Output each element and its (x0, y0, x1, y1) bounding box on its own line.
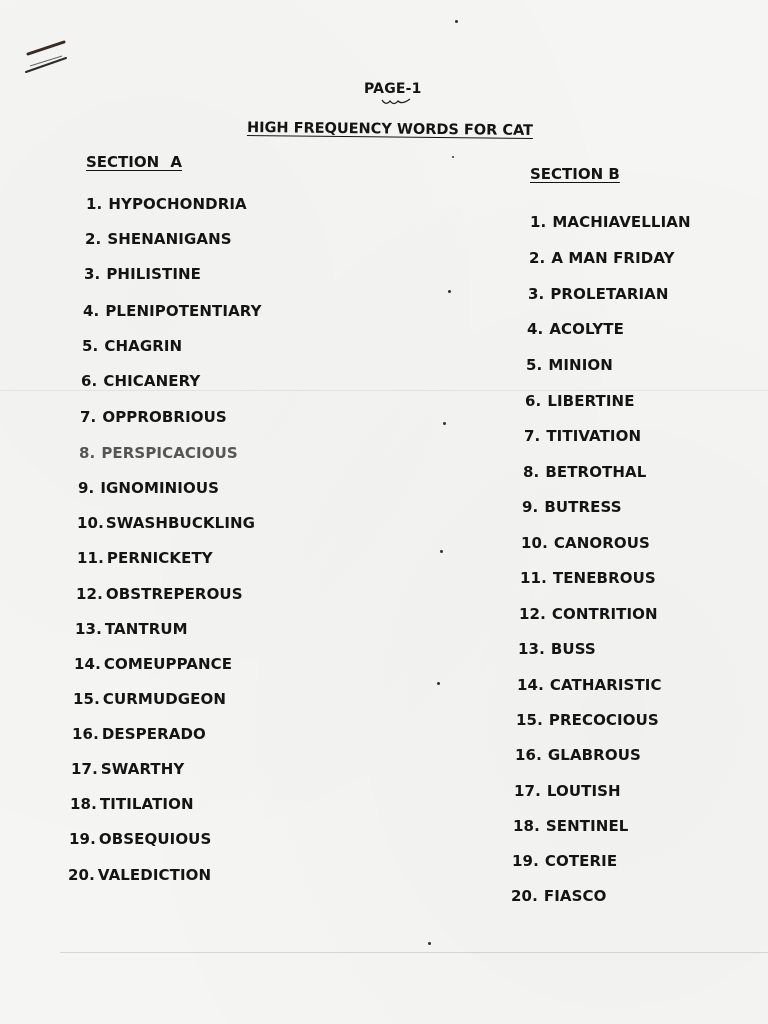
list-item: 17. LOUTISH (514, 782, 621, 800)
list-item: 7. TITIVATION (524, 427, 642, 445)
page-label: PAGE-1 (364, 81, 422, 97)
list-item: 20. FIASCO (511, 887, 607, 905)
list-item: 19. OBSEQUIOUS (69, 830, 212, 848)
list-item: 5. CHAGRIN (82, 337, 183, 355)
scan-speck (437, 682, 440, 685)
list-item: 14. COMEUPPANCE (74, 655, 233, 673)
list-item: 15. CURMUDGEON (73, 690, 227, 708)
scan-speck (440, 550, 443, 553)
list-item: 7. OPPROBRIOUS (80, 408, 227, 426)
paper-crease (0, 390, 768, 391)
list-item: 1. MACHIAVELLIAN (530, 213, 691, 231)
tick-mark-icon (380, 97, 412, 107)
list-item: 9. BUTRESS (522, 498, 622, 516)
list-item: 13. BUSS (518, 640, 596, 658)
list-item: 6. CHICANERY (81, 372, 201, 390)
list-item: 10. SWASHBUCKLING (77, 514, 256, 532)
list-item: 2. A MAN FRIDAY (529, 249, 675, 267)
list-item: 6. LIBERTINE (525, 392, 635, 410)
list-item: 18. SENTINEL (513, 817, 629, 835)
paper-crease (60, 952, 768, 953)
list-item: 19. COTERIE (512, 852, 618, 870)
scan-speck (448, 290, 451, 293)
list-item: 4. ACOLYTE (527, 320, 624, 338)
list-item: 20. VALEDICTION (68, 866, 212, 884)
section-a-heading: SECTION A (86, 153, 183, 171)
list-item: 14. CATHARISTIC (517, 676, 662, 694)
document-title: HIGH FREQUENCY WORDS FOR CAT (246, 120, 534, 139)
staple-mark-icon (22, 38, 72, 78)
list-item: 16. GLABROUS (515, 746, 641, 764)
list-item: 16. DESPERADO (72, 725, 206, 743)
list-item: 11. PERNICKETY (77, 549, 213, 567)
list-item: 4. PLENIPOTENTIARY (83, 302, 262, 320)
list-item: 12. OBSTREPEROUS (76, 585, 243, 603)
list-item: 13. TANTRUM (75, 620, 188, 638)
list-item: 11. TENEBROUS (520, 569, 656, 587)
list-item: 17. SWARTHY (71, 760, 185, 778)
list-item: 12. CONTRITION (519, 605, 658, 623)
list-item: 8. BETROTHAL (523, 463, 647, 481)
list-item: 3. PHILISTINE (84, 265, 202, 283)
scan-speck (428, 942, 431, 945)
scan-speck (455, 20, 458, 23)
list-item: 8. PERSPICACIOUS (79, 444, 238, 462)
list-item: 1. HYPOCHONDRIA (86, 195, 247, 213)
list-item: 9. IGNOMINIOUS (78, 479, 220, 497)
list-item: 5. MINION (526, 356, 613, 374)
list-item: 3. PROLETARIAN (528, 285, 669, 303)
list-item: 18. TITILATION (70, 795, 194, 813)
scan-speck (443, 422, 446, 425)
list-item: 10. CANOROUS (521, 534, 650, 552)
scan-speck (452, 156, 454, 158)
list-item: 2. SHENANIGANS (85, 230, 232, 248)
section-b-heading: SECTION B (530, 165, 620, 183)
list-item: 15. PRECOCIOUS (516, 711, 659, 729)
